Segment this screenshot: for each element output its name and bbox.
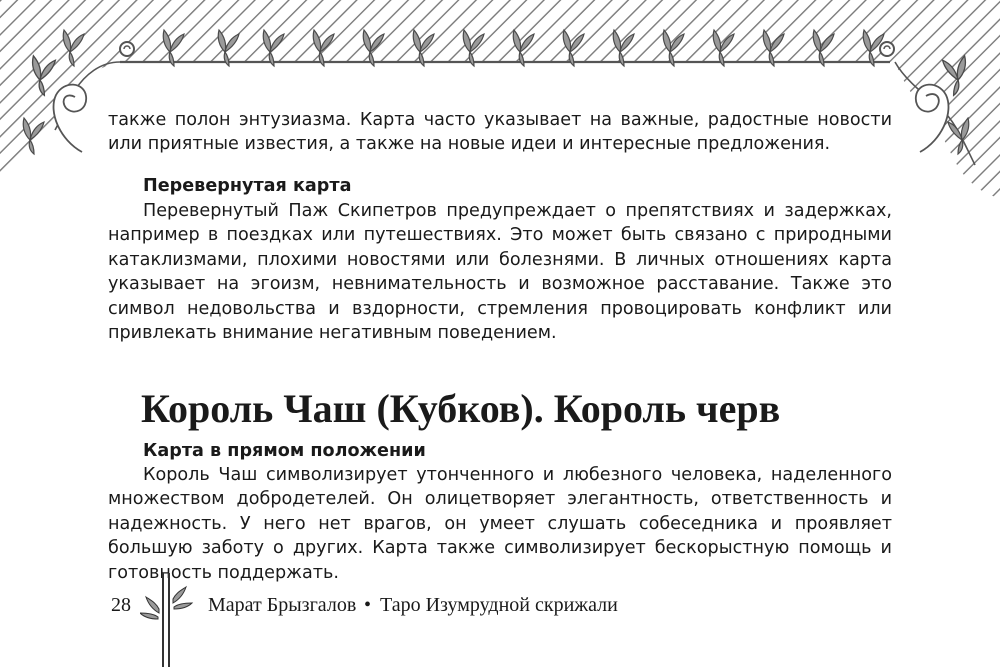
section-title: Король Чаш (Кубков). Король черв xyxy=(141,386,781,431)
footer-ornament xyxy=(140,573,200,667)
upright-card-heading: Карта в прямом положении xyxy=(143,441,426,461)
continued-paragraph: также полон энтузиазма. Карта часто указывает на важные, радостные новости или приятные известия, а также на новые идеи и интересные предложения. xyxy=(108,110,892,155)
decorative-header-border xyxy=(0,0,1000,200)
footer-author: Марат Брызгалов xyxy=(208,594,357,616)
reversed-card-paragraph: Перевернутый Паж Скипетров предупреждает о препятствиях и задержках, например в поездках или путешествиях. Это может быть связано с природными катаклизмами, плохими новостями или болезнями. В личных отношениях карта указывает на эгоизм, невнимательность и возможное расставание. Также это символ недовольства и вздорности, стремления провоцировать конфликт или привлекать внимание негативным поведением. xyxy=(108,201,892,344)
page-number: 28 xyxy=(111,594,131,616)
footer-separator: • xyxy=(364,594,372,616)
upright-card-paragraph: Король Чаш символизирует утонченного и любезного человека, наделенного множеством добродетелей. Он олицетворяет элегантность, ответственность и надежность. У него нет врагов, он умеет слушать собеседника и проявляет большую заботу о других. Карта также символизирует бескорыстную помощь и готовность поддержать. xyxy=(108,465,892,583)
footer-book-title: Таро Изумрудной скрижали xyxy=(380,594,618,616)
reversed-card-heading: Перевернутая карта xyxy=(143,176,352,196)
